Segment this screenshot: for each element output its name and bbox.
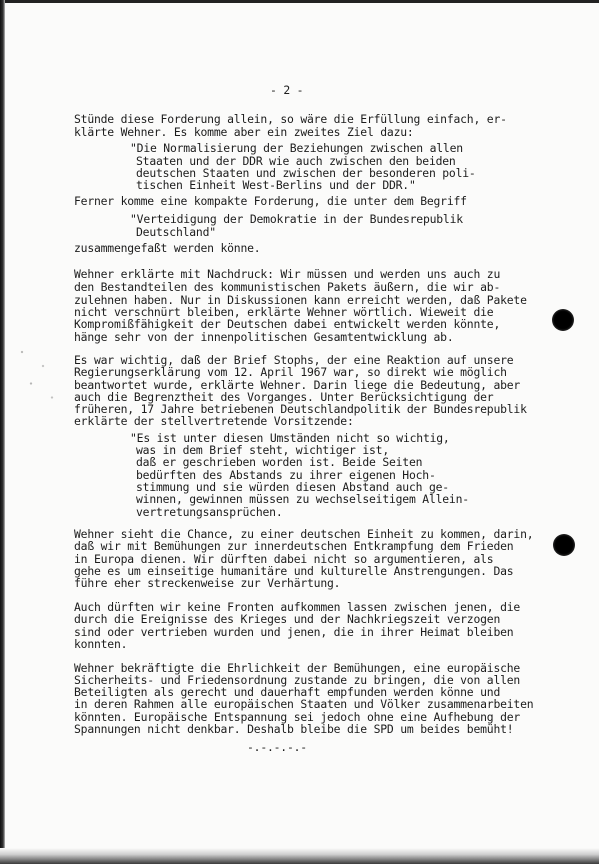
- page-number: - 2 -: [270, 83, 304, 97]
- text-line: Beteiligten als gerecht und dauerhaft empfunden werden könne und: [74, 685, 501, 699]
- text-line: daß wir mit Bemühungen zur innerdeutschen Entkrampfung dem Frieden: [74, 539, 514, 553]
- text-line: "Die Normalisierung der Beziehungen zwischen allen: [130, 141, 463, 155]
- margin-marks: [10, 345, 70, 415]
- text-line: Wehner sieht die Chance, zu einer deutschen Einheit zu kommen, darin,: [74, 527, 534, 541]
- text-line: früheren, 17 Jahre betriebenen Deutschlandpolitik der Bundesrepublik: [74, 402, 527, 416]
- text-line: erklärte der stellvertretende Vorsitzende:: [74, 414, 354, 428]
- text-line: führe eher streckenweise zur Verhärtung.: [74, 576, 341, 590]
- text-line: gehe es um einseitige humanitäre und kulturelle Anstrengungen. Das: [74, 564, 514, 578]
- text-line: daß er geschrieben worden ist. Beide Seiten: [136, 455, 423, 469]
- text-line: zusammengefaßt werden könne.: [74, 241, 261, 255]
- text-line: stimmung und sie würden diesen Abstand auch ge-: [136, 480, 449, 494]
- text-line: in Europa dienen. Wir dürften dabei nicht so argumentieren, als: [74, 552, 494, 566]
- text-line: Stünde diese Forderung allein, so wäre die Erfüllung einfach, er-: [74, 112, 507, 126]
- punch-hole-upper: [552, 309, 574, 331]
- text-line: vertretungsansprüchen.: [136, 505, 283, 519]
- text-line: tischen Einheit West-Berlins und der DDR.": [136, 178, 416, 192]
- text-line: Auch dürften wir keine Fronten aufkommen lassen zwischen jenen, die: [74, 600, 521, 614]
- punch-hole-lower: [553, 534, 575, 556]
- scan-bottom-edge: [0, 848, 599, 864]
- text-line: durch die Ereignisse des Krieges und der Nachkriegszeit verzogen: [74, 612, 501, 626]
- text-line: zulehnen haben. Nur in Diskussionen kann erreicht werden, daß Pakete: [74, 293, 527, 307]
- text-line: nicht verschnürt bleiben, erklärte Wehner wörtlich. Wieweit die: [74, 305, 494, 319]
- closing-mark: -.-.-.-.-: [247, 740, 307, 754]
- text-line: den Bestandteilen des kommunistischen Pakets äußern, die wir ab-: [74, 280, 501, 294]
- text-line: beantwortet wurde, erklärte Wehner. Darin liege die Bedeutung, aber: [74, 378, 521, 392]
- text-line: "Es ist unter diesen Umständen nicht so wichtig,: [130, 431, 450, 445]
- text-line: "Verteidigung der Demokratie in der Bundesrepublik: [130, 212, 463, 226]
- text-line: in deren Rahmen alle europäischen Staaten und Völker zusammenarbeiten: [74, 697, 534, 711]
- scan-top-edge: [0, 0, 599, 3]
- text-line: hänge sehr von der innenpolitischen Gesamtentwicklung ab.: [74, 330, 454, 344]
- text-line: sind oder vertrieben wurden und jenen, die in ihrer Heimat bleiben: [74, 625, 514, 639]
- text-line: Spannungen nicht denkbar. Deshalb bleibe die SPD um beides bemüht!: [74, 722, 514, 736]
- text-line: deutschen Staaten und zwischen der besonderen poli-: [136, 166, 476, 180]
- text-line: Ferner komme eine kompakte Forderung, die unter dem Begriff: [74, 194, 467, 208]
- text-line: was in dem Brief steht, wichtiger ist,: [136, 443, 389, 457]
- text-line: winnen, gewinnen müssen zu wechselseitigem Allein-: [136, 492, 469, 506]
- text-line: auch die Begrenztheit des Vorganges. Unter Berücksichtigung der: [74, 390, 494, 404]
- text-line: Es war wichtig, daß der Brief Stophs, der eine Reaktion auf unsere: [74, 353, 514, 367]
- text-line: Regierungserklärung vom 12. April 1967 war, so direkt wie möglich: [74, 365, 507, 379]
- text-line: Wehner bekräftigte die Ehrlichkeit der Bemühungen, eine europäische: [74, 661, 521, 675]
- text-line: Deutschland": [136, 225, 216, 239]
- scan-left-edge: [0, 0, 5, 864]
- text-line: Staaten und der DDR wie auch zwischen den beiden: [136, 154, 456, 168]
- text-line: könnten. Europäische Entspannung sei jedoch ohne eine Aufhebung der: [74, 710, 521, 724]
- text-line: Wehner erklärte mit Nachdruck: Wir müssen und werden uns auch zu: [74, 267, 501, 281]
- text-line: bedürften des Abstands zu ihrer eigenen Hoch-: [136, 468, 436, 482]
- text-line: Sicherheits- und Friedensordnung zustande zu bringen, die von allen: [74, 673, 521, 687]
- text-line: klärte Wehner. Es komme aber ein zweites Ziel dazu:: [74, 125, 414, 139]
- text-line: Kompromißfähigkeit der Deutschen dabei entwickelt werden könnte,: [74, 317, 501, 331]
- text-line: konnten.: [74, 637, 128, 651]
